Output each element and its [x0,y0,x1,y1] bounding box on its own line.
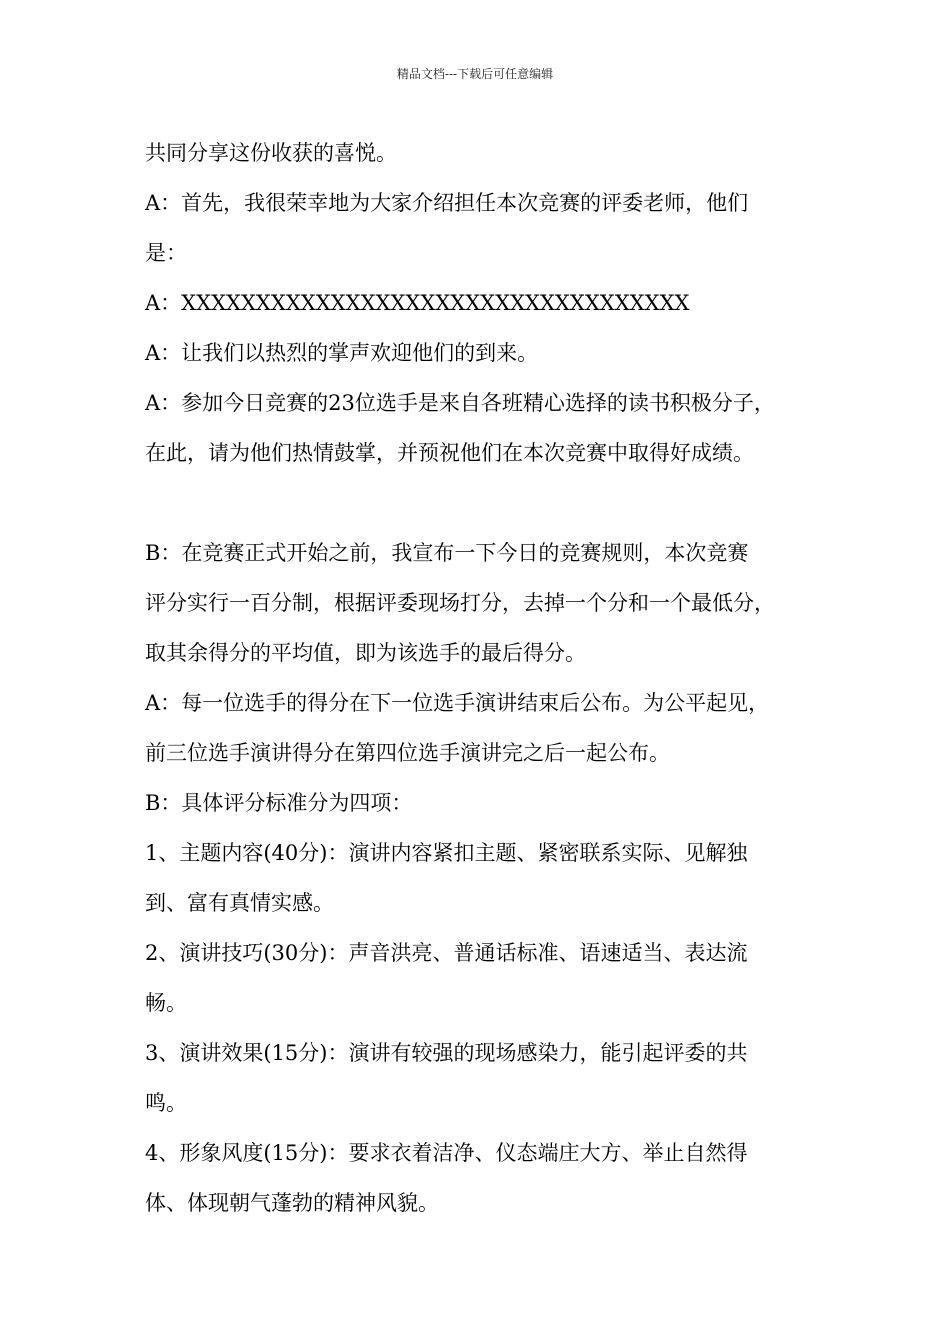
text-line: 共同分享这份收获的喜悦。 [145,141,397,165]
text-line: A：参加今日竞赛的23位选手是来自各班精心选择的读书积极分子， [145,391,775,415]
text-line: A：每一位选手的得分在下一位选手演讲结束后公布。为公平起见， [145,691,770,715]
document-body [145,128,825,1228]
text-line: 是： [145,241,187,265]
text-line: A：XXXXXXXXXXXXXXXXXXXXXXXXXXXXXXXXXX [145,291,690,315]
text-line: 取其余得分的平均值，即为该选手的最后得分。 [145,641,586,665]
text-line: A：让我们以热烈的掌声欢迎他们的到来。 [145,341,539,365]
text-line: 4、形象风度(15分)：要求衣着洁净、仪态端庄大方、举止自然得 [145,1141,748,1165]
text-line: 畅。 [145,991,187,1015]
text-line: 1、主题内容(40分)：演讲内容紧扣主题、紧密联系实际、见解独 [145,841,748,865]
text-line: 前三位选手演讲得分在第四位选手演讲完之后一起公布。 [145,741,670,765]
page-header: 精品文档---下载后可任意编辑 [396,67,554,81]
blank-line [145,478,825,528]
text-line: B：具体评分标准分为四项： [145,791,413,815]
text-line: 到、富有真情实感。 [145,891,334,915]
text-line: 评分实行一百分制，根据评委现场打分，去掉一个分和一个最低分， [145,591,775,615]
text-line: B：在竞赛正式开始之前，我宣布一下今日的竞赛规则，本次竞赛 [145,541,749,565]
text-line: A：首先，我很荣幸地为大家介绍担任本次竞赛的评委老师，他们 [145,191,749,215]
text-line: 在此，请为他们热情鼓掌，并预祝他们在本次竞赛中取得好成绩。 [145,441,754,465]
text-line: 体、体现朝气蓬勃的精神风貌。 [145,1191,439,1215]
text-line: 2、演讲技巧(30分)：声音洪亮、普通话标准、语速适当、表达流 [145,941,748,965]
text-line: 鸣。 [145,1091,187,1115]
text-line: 3、演讲效果(15分)：演讲有较强的现场感染力，能引起评委的共 [145,1041,748,1065]
